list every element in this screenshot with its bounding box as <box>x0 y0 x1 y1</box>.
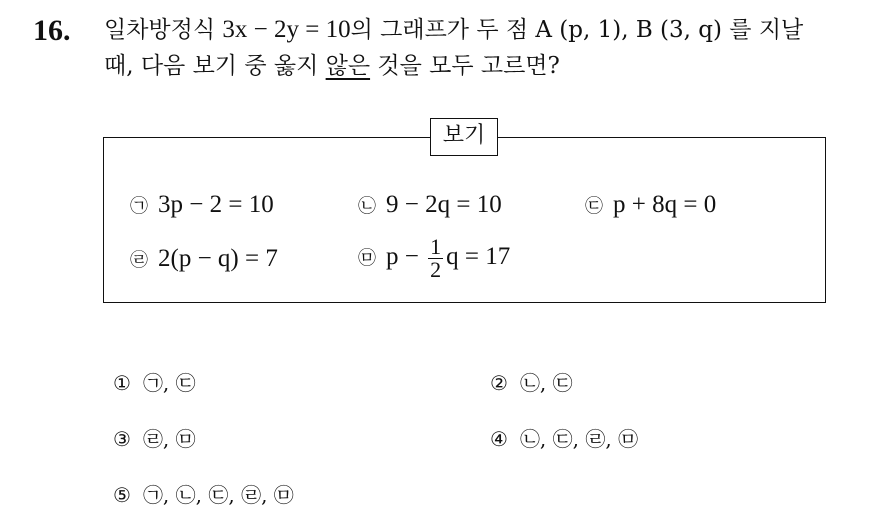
stem-text: 것을 모두 고르면? <box>370 53 560 79</box>
bogi-item-5 <box>358 236 510 281</box>
item-label: ㉠ <box>130 196 148 217</box>
choice-text: ㉠, ㉡, ㉢, ㉣, ㉤ <box>142 483 294 507</box>
bogi-item-4 <box>130 243 278 277</box>
choice-number: ② <box>490 371 508 395</box>
bogi-title: 보기 <box>430 118 498 156</box>
stem-text: 의 그래프가 두 점 A (p, 1), B (3, q) 를 지날 <box>350 17 804 43</box>
question-stem-line-2 <box>104 50 560 82</box>
fraction-denominator: 2 <box>430 257 442 282</box>
stem-text: 일차방정식 <box>104 17 223 43</box>
choice-number: ④ <box>490 427 508 451</box>
item-expression: 9 − 2q = 10 <box>386 191 502 218</box>
item-expression: p + 8q = 0 <box>613 191 717 218</box>
answer-choice-2[interactable] <box>490 368 573 398</box>
answer-choice-3[interactable] <box>113 424 196 454</box>
choice-number: ③ <box>113 427 131 451</box>
item-expression: 2(p − q) = 7 <box>158 245 278 272</box>
underlined-emphasis: 않은 <box>325 53 371 79</box>
choice-text: ㉡, ㉢ <box>519 371 573 395</box>
choice-text: ㉠, ㉢ <box>142 371 196 395</box>
fraction <box>428 236 443 281</box>
bogi-item-2 <box>358 189 502 223</box>
choice-text: ㉡, ㉢, ㉣, ㉤ <box>519 427 639 451</box>
item-label: ㉡ <box>358 196 376 217</box>
item-expression-pre: p − <box>386 243 426 271</box>
item-label: ㉤ <box>358 248 376 270</box>
bogi-item-3 <box>585 189 716 223</box>
item-expression: 3p − 2 = 10 <box>158 191 274 218</box>
choice-text: ㉣, ㉤ <box>142 427 196 451</box>
answer-choice-4[interactable] <box>490 424 638 454</box>
choice-number: ⑤ <box>113 483 131 507</box>
fraction-numerator: 1 <box>430 234 442 259</box>
choice-number: ① <box>113 371 131 395</box>
question-stem-line-1 <box>104 14 803 46</box>
question-number: 16. <box>33 14 71 47</box>
answer-choice-1[interactable] <box>113 368 196 398</box>
stem-equation: 3x − 2y = 10 <box>222 16 351 43</box>
bogi-item-1 <box>130 189 274 223</box>
stem-text: 때, 다음 보기 중 옳지 <box>104 53 326 79</box>
answer-choice-5[interactable] <box>113 480 294 510</box>
item-expression-post: q = 17 <box>446 243 511 271</box>
item-label: ㉢ <box>585 196 603 217</box>
item-label: ㉣ <box>130 250 148 271</box>
